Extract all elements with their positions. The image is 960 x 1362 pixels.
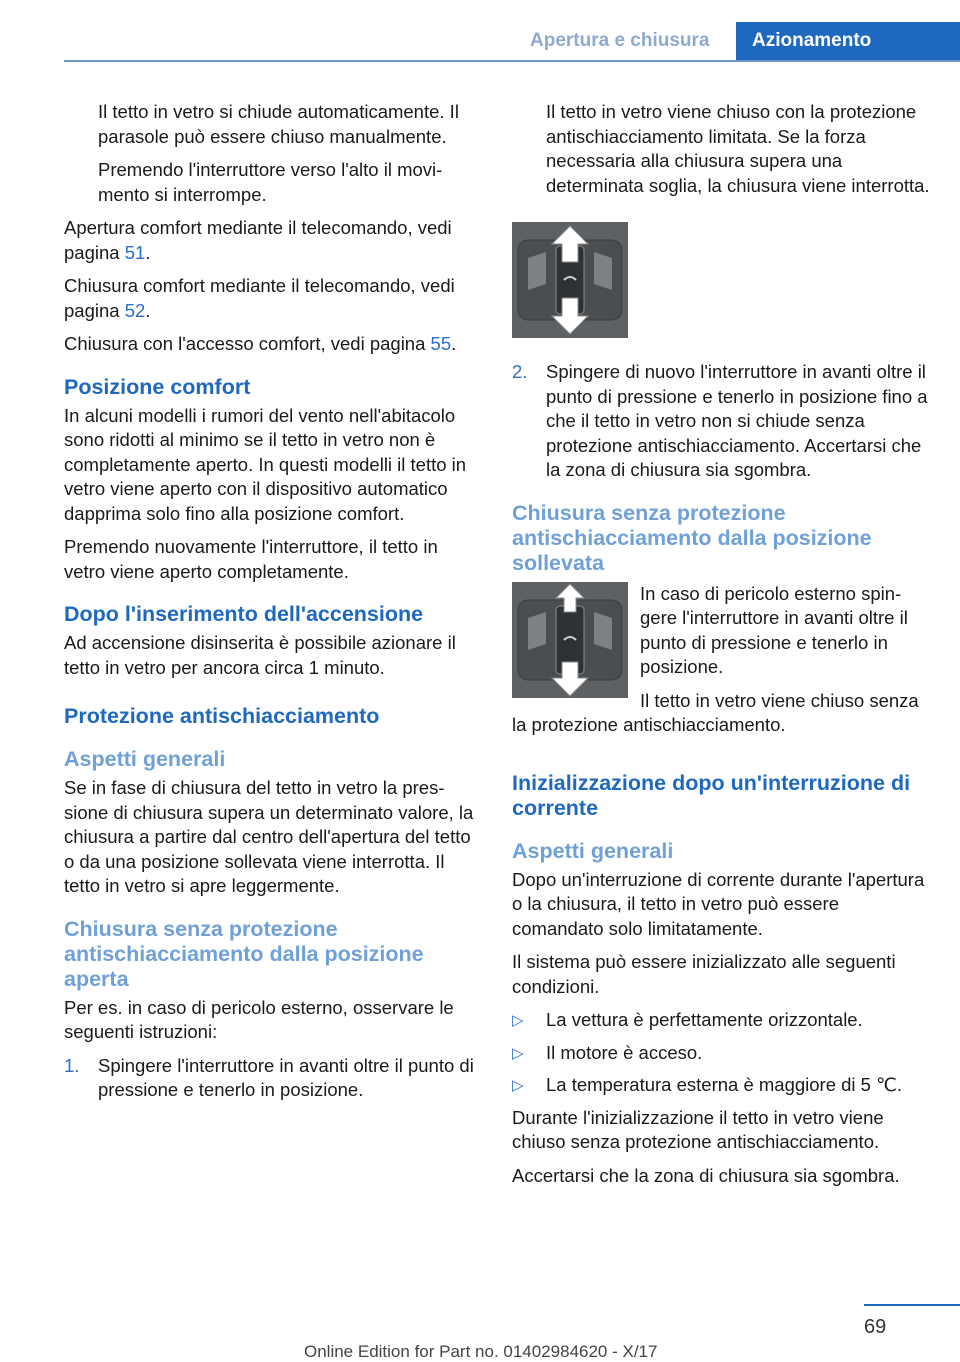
paragraph: Il tetto in vetro viene chiuso con la protezione antischiacciamento limitata. Se la forza necessaria alla chiusura supera una determinata soglia, la chiusura viene interrotta. [546,101,930,196]
subsection-heading: Chiusura senza protezione antischiacciamento dalla posizione aperta [64,916,424,991]
bullet-triangle-icon: ▷ [512,1012,524,1029]
paragraph: In caso di pericolo esterno spingere l'interruttore in avanti oltre il punto di pressione e tenerlo in posizione. [640,582,908,677]
paragraph: Se in fase di chiusura del tetto in vetro la pressione di chiusura supera un determinato valore, la chiusura a partire dal centro dell'apertura del tetto o da una posizione sollevata viene interrotta. Il tetto in vetro si apre leggermente. [64,777,474,896]
page-link[interactable]: 52 [124,299,146,321]
chapter-tab[interactable]: Azionamento [736,22,960,62]
subsection-heading: Chiusura senza protezione antischiacciamento dalla posizione sollevata [512,500,872,575]
raised-block [512,582,932,747]
paragraph: Ad accensione disinserita è possibile azionare il tetto in vetro per ancora circa 1 minuto. [64,632,456,678]
right-column [512,100,932,1197]
list-item: ▷ La vettura è perfettamente orizzontale. [512,1008,932,1033]
list-item: 1. Spingere l'interruttore in avanti oltre il punto di pressione e tenerlo in posizione. [64,1054,474,1100]
section-heading: Inizializzazione dopo un'interruzione di corrente [512,770,911,820]
list-item: ▷ Il motore è acceso. [512,1041,932,1066]
footer-rule [864,1304,960,1306]
page-reference: Chiusura comfort mediante il telecomando, vedi pagina 52. [64,275,455,321]
subsection-heading: Aspetti generali [512,838,674,863]
edition-note: Online Edition for Part no. 01402984620 - X/17 [304,1342,658,1361]
paragraph: Premendo l'interruttore verso l'alto il movimento si interrompe. [98,159,443,205]
roof-switch-image [512,582,628,698]
paragraph: Il tetto in vetro viene chiuso senza la protezione antischiacciamento. [512,689,919,735]
paragraph: Il sistema può essere inizializzato alle seguenti condizioni. [512,951,896,997]
page-link[interactable]: 55 [430,333,452,354]
section-heading: Protezione antischiacciamento [64,704,380,728]
bullet-triangle-icon: ▷ [512,1077,524,1094]
section-heading: Dopo l'inserimento dell'accensione [64,602,424,626]
paragraph: Dopo un'interruzione di corrente durante l'apertura o la chiusura, il tetto in vetro può essere comandato solo limitatamente. [512,868,925,939]
page-header [0,0,960,64]
subsection-heading: Aspetti generali [64,747,226,771]
roof-switch-image [512,222,628,338]
step-number: 2. [512,361,528,382]
paragraph: Accertarsi che la zona di chiusura sia sgombra. [512,1164,900,1186]
list-item: ▷ La temperatura esterna è maggiore di 5 ℃. [512,1073,932,1098]
paragraph: Per es. in caso di pericolo esterno, osservare le seguenti istruzioni: [64,996,454,1042]
section-tab[interactable]: Apertura e chiusura [530,30,710,51]
left-column [64,100,480,1112]
page-reference: Chiusura con l'accesso comfort, vedi pagina 55. [64,333,457,354]
bullet-triangle-icon: ▷ [512,1044,524,1062]
paragraph: In alcuni modelli i rumori del vento nell'abitacolo sono ridotti al minimo se il tetto in vetro non è completamente aperto. In questi modelli il tetto in vetro viene aperto con il dispositivo automatico dapprima solo fino alla posizione comfort. [64,404,467,524]
header-rule [64,60,960,62]
page-number: 69 [864,1316,887,1338]
paragraph: Durante l'inizializzazione il tetto in vetro viene chiuso senza protezione antischiacciamento. [512,1106,884,1152]
condition-list [512,1008,932,1098]
paragraph: Il tetto in vetro si chiude automaticamente. Il parasole può essere chiuso manualmente. [98,101,459,147]
list-item: 2. Spingere di nuovo l'interruttore in avanti oltre il punto di pressione e tenerlo in posizione fino a che il tetto in vetro non si chiude senza protezione antischiacciamento. Accertarsi che la zona di chiusura sia sgombra. [512,361,928,480]
step-list [64,1054,480,1103]
step-number: 1. [64,1054,80,1076]
page-reference: Apertura comfort mediante il telecomando, vedi pagina 51. [64,217,452,263]
section-heading: Posizione comfort [64,374,251,399]
step-list [512,360,932,483]
paragraph: Premendo nuovamente l'interruttore, il tetto in vetro viene aperto completamente. [64,536,438,582]
page-link[interactable]: 51 [124,241,146,263]
switch-illustration [512,222,932,338]
